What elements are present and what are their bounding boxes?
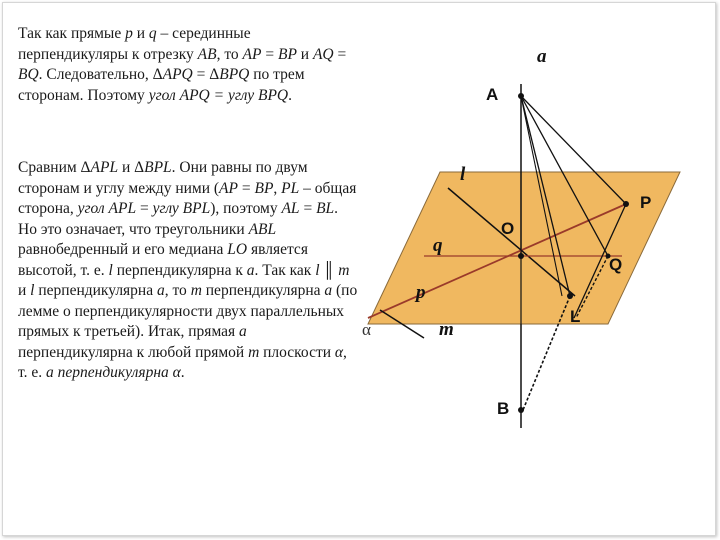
text-run: BQ	[18, 66, 39, 83]
text-run: BPL	[144, 159, 172, 176]
text-run: BL	[316, 200, 335, 217]
text-run: . Следовательно, Δ	[38, 66, 163, 83]
text-run: Так как прямые	[18, 25, 126, 42]
text-run: .	[288, 86, 292, 104]
text-run: , то	[164, 282, 191, 299]
label-point-Q: Q	[609, 255, 623, 274]
text-run: α	[334, 343, 344, 361]
text-run: равнобедренный и его медиана	[18, 241, 228, 258]
text-run: q	[148, 25, 157, 42]
text-run: . Но это означает, что треугольники	[18, 200, 339, 238]
text-run: является высотой, т. е.	[18, 241, 308, 279]
text-run: l	[108, 261, 113, 279]
text-run: AP	[242, 45, 262, 63]
text-run: перпендикулярна	[34, 282, 157, 299]
text-run: a	[239, 323, 247, 340]
text-run: =	[237, 179, 255, 197]
text-run: и	[18, 282, 31, 299]
text-run: AP	[219, 179, 238, 197]
text-run: LO	[227, 241, 248, 258]
text-run: перпендикулярна к	[112, 261, 247, 279]
label-point-P: P	[640, 193, 652, 212]
text-run: и	[296, 45, 313, 63]
text-run: перпендикулярна α	[57, 364, 181, 381]
text-run: . Так как	[254, 261, 316, 279]
text-run: ║	[319, 261, 339, 279]
text-run: ABL	[248, 220, 277, 238]
text-run: BPQ	[219, 66, 250, 83]
label-line-l: l	[460, 164, 466, 185]
text-run: AQ	[312, 45, 334, 63]
text-run: ,	[273, 179, 282, 197]
point-L	[567, 293, 573, 299]
text-run: p	[125, 25, 133, 42]
label-point-A: A	[486, 85, 499, 104]
label-plane-alpha: α	[362, 320, 371, 339]
text-run: и	[132, 25, 149, 42]
label-line-m: m	[439, 319, 454, 340]
text-run: BP	[277, 45, 297, 63]
text-run: угол APL	[77, 200, 137, 217]
label-line-p: p	[416, 282, 426, 303]
text-run: . Они равны по двум сторонам и углу между ними (	[18, 159, 308, 197]
text-run: =	[299, 200, 317, 217]
text-run: m	[248, 343, 260, 361]
text-run: AB	[197, 45, 217, 63]
label-point-O: O	[501, 219, 515, 238]
text-run: =	[333, 45, 347, 63]
text-run: BP	[254, 179, 274, 197]
text-run: =	[136, 200, 153, 217]
label-point-B: B	[497, 399, 510, 418]
text-run: – серединные перпендикуляры к отрезку	[18, 25, 251, 63]
text-run: = Δ	[192, 66, 220, 83]
text-run: AL	[281, 200, 300, 217]
text-run: ), поэтому	[210, 200, 282, 217]
text-run: перпендикулярна	[201, 282, 325, 299]
label-line-q: q	[433, 235, 443, 256]
text-run: – общая сторона,	[18, 179, 357, 217]
text-run: PL	[281, 179, 300, 197]
text-run: плоскости	[259, 343, 335, 361]
text-run: углу BPL	[152, 200, 211, 217]
text-run: l	[315, 261, 320, 279]
text-run: по трем сторонам. Поэтому	[18, 66, 305, 104]
text-run: a	[246, 261, 255, 279]
point-B	[518, 407, 524, 413]
text-run: a	[46, 364, 54, 381]
text-run: =	[261, 45, 278, 63]
text-run: (по лемме о перпендикулярности двух параллельных прямых к третьей). Итак, прямая	[18, 282, 358, 340]
text-run: угол APQ = углу BPQ	[148, 86, 289, 104]
text-run: APL	[90, 159, 119, 176]
text-run: и Δ	[118, 159, 145, 176]
label-point-L: L	[570, 307, 581, 326]
label-line-a: a	[537, 46, 547, 67]
text-run: l	[30, 282, 35, 299]
text-run: a	[156, 282, 165, 299]
text-run: APQ	[162, 66, 193, 83]
text-run: m	[190, 282, 202, 299]
text-run: Сравним Δ	[18, 159, 91, 176]
text-run: , т. е.	[18, 343, 347, 381]
plane-alpha	[368, 172, 680, 324]
point-P	[623, 201, 629, 207]
text-run: a	[324, 282, 333, 299]
text-run: , то	[216, 45, 243, 63]
text-run: m	[338, 261, 350, 279]
text-run: .	[180, 364, 185, 381]
text-run: перпендикулярна к любой прямой	[18, 343, 249, 361]
point-A	[518, 93, 524, 99]
point-O	[518, 253, 524, 259]
